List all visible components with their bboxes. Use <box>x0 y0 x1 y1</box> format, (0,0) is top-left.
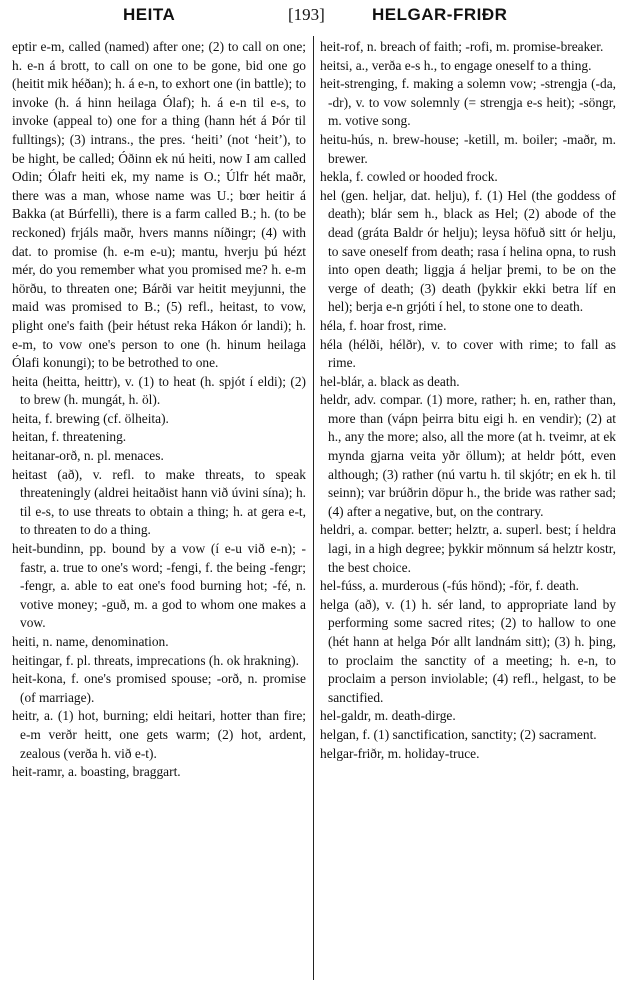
dictionary-entry: heitu-hús, n. brew-house; -ketill, m. boiler; -maðr, m. brewer. <box>320 131 616 166</box>
dictionary-entry: helgan, f. (1) sanctification, sanctity; (2) sacrament. <box>320 726 597 742</box>
page-header <box>0 0 625 32</box>
dictionary-entry: eptir e-m, called (named) after one; (2) to call on one; h. e-n á brott, to call on one to be gone, bid one go (heitit mik héðan); h. á e-n, to exhort one (in battle); to invoke (h. á hinn heilaga Ólaf); h. á e-n til e-s, to invoke (appeal to) one for a thing (hann hét á Þór til fulltings); (3) intrans., the pres. ‘heiti’ (not ‘heit’), to be hight, be called; Óðinn ek nú heiti, now I am called Odin; Ólafr heiti ek, my name is O.; Úlfr hét maðr, there was a man, whose name was U.; bœr heitir á Bakka (at Búrfelli), there is a farm called B.; h. (to be reckoned) frjáls maðr, hvers manns níðingr; (4) with dat. to promise (h. e-m e-u); mantu, hverju þú hézt mér, do you remember what you promised me? h. e-m hörðu, to threaten one; Bárði var heitit meyjunni, the maid was promised to B.; (5) refl., heitast, to vow, plight one's faith (þeir hétust reka Hákon ór landi); h. e-m, to vow one's person to one (h. hinum heilaga Ólafi konungi); to be betrothed to one. <box>12 39 306 371</box>
dictionary-entry: helgar-friðr, m. holiday-truce. <box>320 745 480 761</box>
dictionary-entry: heiti, n. name, denomination. <box>12 634 169 649</box>
page-number: [193] <box>288 5 325 24</box>
column-divider <box>313 36 314 980</box>
dictionary-entry: hel (gen. heljar, dat. helju), f. (1) Hel (the goddess of death); blár sem h., black as Hel; (2) abode of the dead (gráta Baldr ór helju); leysa höfuð sitt ór helju, to save oneself from death; rasa í helina opna, to rush into open death; liggja á heljar þremi, to be on the verge of death; (3) death (þykkir ekki betra líf en hel); berja e-n grjóti í hel, to stone one to death. <box>320 187 616 315</box>
dictionary-entry: heitan, f. threatening. <box>12 429 127 445</box>
dictionary-entry: heit-strenging, f. making a solemn vow; -strengja (-da, -dr), v. to vow solemnly (= strengja e-s heit); -söngr, m. votive song. <box>320 76 616 129</box>
right-running-headword: HELGAR-FRIÐR <box>372 5 508 24</box>
left-running-headword: HEITA <box>123 5 176 24</box>
dictionary-entry: hekla, f. cowled or hooded frock. <box>320 169 498 185</box>
dictionary-entry: heit-kona, f. one's promised spouse; -orð, n. promise (of marriage). <box>12 671 306 705</box>
dictionary-entry: heita (heitta, heittr), v. (1) to heat (h. spjót í eldi); (2) to brew (h. mungát, h. öl). <box>12 373 306 408</box>
dictionary-entry: heita, f. brewing (cf. ölheita). <box>12 410 169 426</box>
dictionary-entry: heit-bundinn, pp. bound by a vow (í e-u við e-n); -fastr, a. true to one's word; -fengi, f. the being -fengr; -fengr, a. able to eat one's food burning hot; -fé, n. votive money; -guð, m. a god to whom one makes a vow. <box>12 541 306 631</box>
dictionary-entry: heitsi, a., verða e-s h., to engage oneself to a thing. <box>320 57 592 73</box>
dictionary-entry: heit-rof, n. breach of faith; -rofi, m. promise-breaker. <box>320 39 604 54</box>
dictionary-entry: hel-fúss, a. murderous (-fús hönd); -för, f. death. <box>320 578 580 594</box>
dictionary-entry: heitingar, f. pl. threats, imprecations (h. ok hrakning). <box>12 652 299 668</box>
dictionary-entry: heitr, a. (1) hot, burning; eldi heitari, hotter than fire; e-m verðr heitt, one gets warm; (2) hot, ardent, zealous (verða h. við e-t). <box>12 708 306 761</box>
dictionary-entry: héla (hélði, hélðr), v. to cover with rime; to fall as rime. <box>320 336 616 371</box>
right-column <box>320 38 616 982</box>
dictionary-entry: helga (að), v. (1) h. sér land, to appropriate land by performing some sacred rites; (2) to hallow to one (hét hann at helga Þór allt landnám sitt); (3) h. þing, to proclaim the sanctity of a meeting; h. e-n, to proclaim a person inviolable; (4) refl., helgast, to be sanctified. <box>320 596 616 705</box>
dictionary-entry: heitast (að), v. refl. to make threats, to speak threateningly (aldrei heitaðist hann við úvini sína); h. til e-s, to use threats to obtain a thing; h. at gera e-t, to threaten to do a thing. <box>12 466 306 538</box>
dictionary-entry: heitanar-orð, n. pl. menaces. <box>12 448 164 464</box>
dictionary-entry: hel-blár, a. black as death. <box>320 373 460 389</box>
dictionary-entry: heldr, adv. compar. (1) more, rather; h. en, rather than, more than (vápn þeirra bitu eigi h. en vendir); (2) at h., any the more; also, all the more (at h. tveimr, at ek mynda gjarna veita yðr öllum); at heldr þótt, even although; (3) rather (nú vartu h. til skjótr; en ek h. til seinn); var brúðrin döpur h., the bride was rather sad; (4) after a negative, but, on the contrary. <box>320 392 616 519</box>
dictionary-entry: heldri, a. compar. better; helztr, a. superl. best; í heldra lagi, in a high degree; þykkir mönnum sá helztr kostr, the best choice. <box>320 522 616 575</box>
dictionary-entry: heit-ramr, a. boasting, braggart. <box>12 764 181 780</box>
dictionary-entry: hel-galdr, m. death-dirge. <box>320 708 456 724</box>
dictionary-entry: héla, f. hoar frost, rime. <box>320 317 447 333</box>
left-column <box>12 38 306 982</box>
